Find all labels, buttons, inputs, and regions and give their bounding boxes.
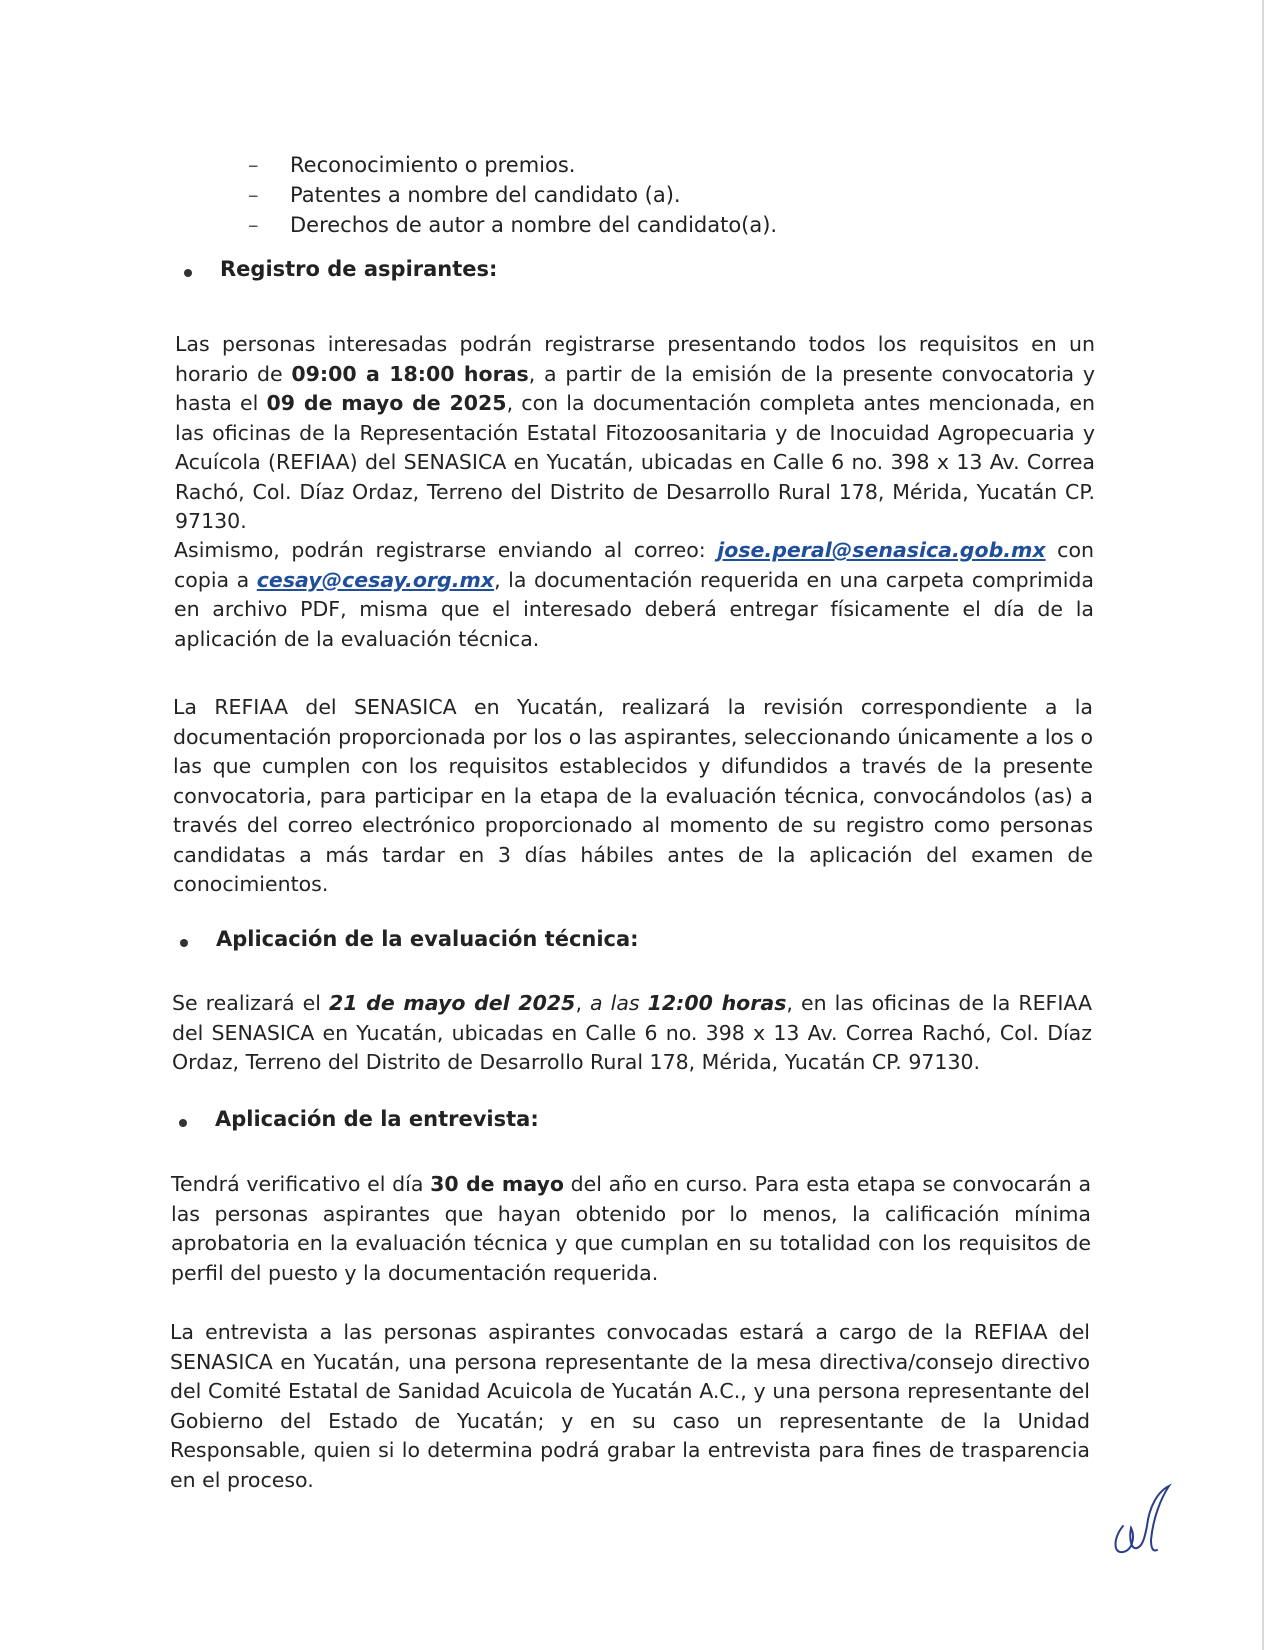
registro-paragraph-3: La REFIAA del SENASICA en Yucatán, realizará la revisión correspondiente a la documentación proporcionada por los o las aspirantes, seleccionando únicamente a los o las que cumplen con los requisitos establecidos y difundidos a través de la presente convocatoria, para participar en la etapa de la evaluación técnica, convocándolos (as) a través del correo electrónico proporcionado al momento de su registro como personas candidatas a más tardar en 3 días hábiles antes de la aplicación del examen de conocimientos.	[173, 695, 1093, 896]
page-edge-line	[1262, 0, 1264, 1650]
entrevista-paragraph-1: Tendrá verificativo el día 30 de mayo del año en curso. Para esta etapa se convocarán a las personas aspirantes que hayan obtenido por lo menos, la calificación mínima aprobatoria en la evaluación técnica y que cumplan en su totalidad con los requisitos de perfil del puesto y la documentación requerida.	[171, 1172, 1092, 1285]
section-heading-evaluacion: Aplicación de la evaluación técnica:	[216, 927, 639, 951]
section-heading-registro: Registro de aspirantes:	[220, 257, 497, 281]
email-link-cesay[interactable]: cesay@cesay.org.mx	[256, 567, 495, 592]
bullet-icon	[180, 939, 188, 947]
list-item: – Reconocimiento o premios.	[248, 153, 576, 177]
bullet-icon	[179, 1119, 187, 1127]
bullet-icon	[184, 269, 192, 277]
list-item: – Patentes a nombre del candidato (a).	[248, 183, 681, 207]
signature-initials	[1105, 1478, 1175, 1556]
list-item: – Derechos de autor a nombre del candidato(a).	[248, 213, 778, 237]
registro-paragraph-1: Las personas interesadas podrán registrarse presentando todos los requisitos en un horario de 09:00 a 18:00 horas, a partir de la emisión de la presente convocatoria y hasta el 09 de mayo de 2025, con la documentación completa antes mencionada, en las oficinas de la Representación Estatal Fitozoosanitaria y de Inocuidad Agropecuaria y Acuícola (REFIAA) del SENASICA en Yucatán, ubicadas en Calle 6 no. 398 x 13 Av. Correa Rachó, Col. Díaz Ordaz, Terreno del Distrito de Desarrollo Rural 178, Mérida, Yucatán CP. 97130.	[175, 332, 1095, 533]
requirements-dash-list	[248, 150, 777, 240]
email-link-jose-peral[interactable]: jose.peral@senasica.gob.mx	[717, 538, 1046, 562]
evaluacion-paragraph: Se realizará el 21 de mayo del 2025, a las 12:00 horas, en las oficinas de la REFIAA del SENASICA en Yucatán, ubicadas en Calle 6 no. 398 x 13 Av. Correa Rachó, Col. Díaz Ordaz, Terreno del Distrito de Desarrollo Rural 178, Mérida, Yucatán CP. 97130.	[172, 991, 1092, 1074]
section-heading-entrevista: Aplicación de la entrevista:	[215, 1107, 539, 1131]
registro-paragraph-2: Asimismo, podrán registrarse enviando al correo: jose.peral@senasica.gob.mx con copia a cesay@cesay.org.mx, la documentación requerida en una carpeta comprimida en archivo PDF, misma que el interesado deberá entregar físicamente el día de la aplicación de la evaluación técnica.	[174, 538, 1094, 651]
entrevista-paragraph-2: La entrevista a las personas aspirantes convocadas estará a cargo de la REFIAA del SENASICA en Yucatán, una persona representante de la mesa directiva/consejo directivo del Comité Estatal de Sanidad Acuicola de Yucatán A.C., y una persona representante del Gobierno del Estado de Yucatán; y en su caso un representante de la Unidad Responsable, quien si lo determina podrá grabar la entrevista para fines de trasparencia en el proceso.	[170, 1320, 1090, 1492]
